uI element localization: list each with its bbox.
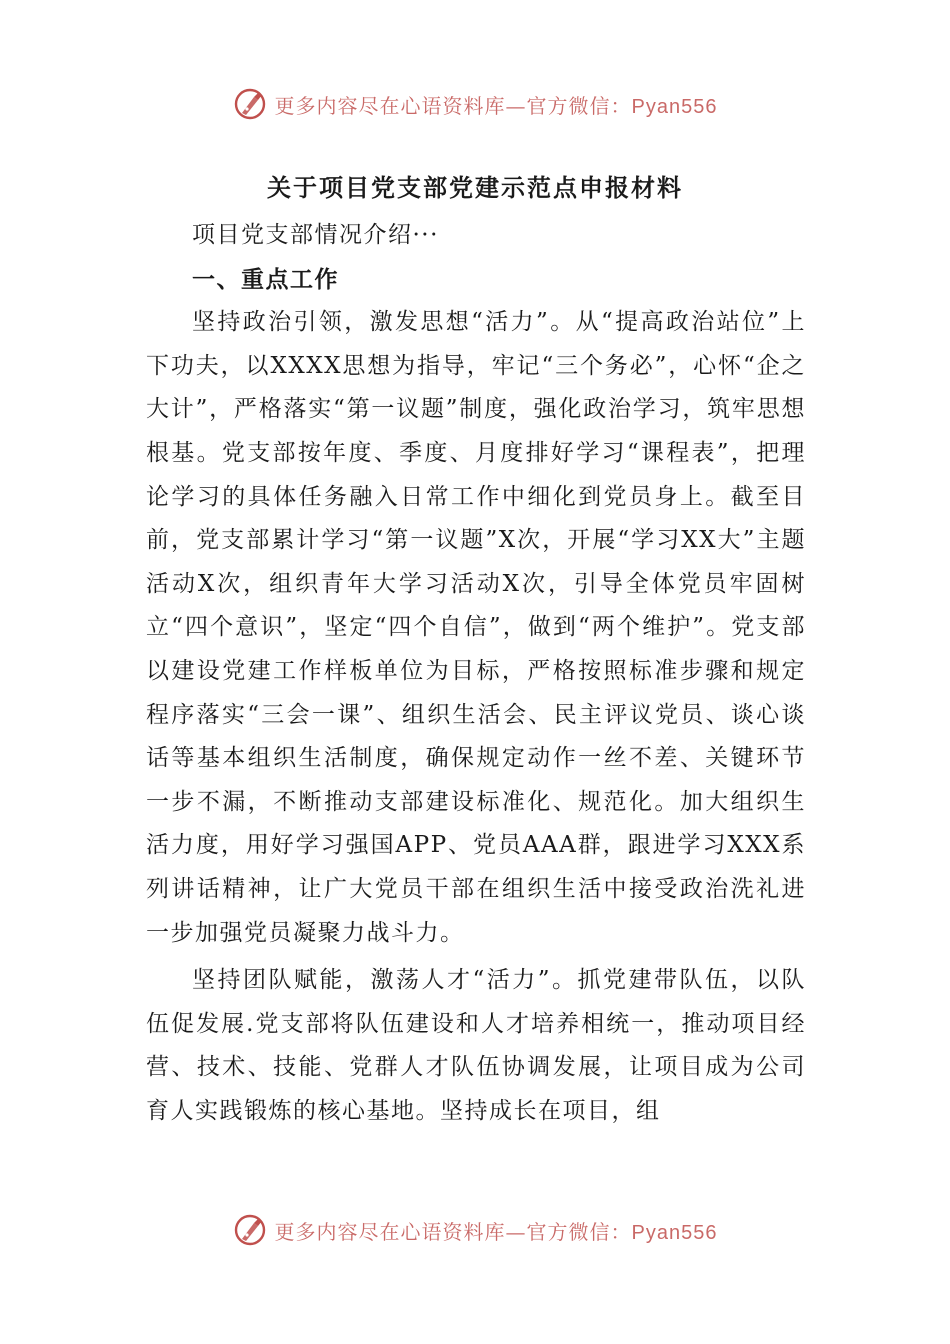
header-watermark	[0, 84, 950, 124]
wechat-id: Pyan556	[631, 1221, 718, 1244]
document-body	[146, 208, 806, 1133]
watermark-text: 更多内容尽在心语资料库—官方微信：Pyan556	[274, 93, 718, 118]
pen-nib-logo-icon	[233, 87, 267, 121]
watermark-text: 更多内容尽在心语资料库—官方微信：Pyan556	[274, 1219, 718, 1244]
body-paragraph: 坚持团队赋能，激荡人才“活力”。抓党建带队伍，以队伍促发展.党支部将队伍建设和人才培养相统一，推动项目经营、技术、技能、党群人才队伍协调发展，让项目成为公司育人实践锻炼的核心基地。坚持成长在项目，组	[146, 967, 806, 1124]
body-paragraph: 坚持政治引领，激发思想“活力”。从“提高政治站位”上下功夫，以XXXX思想为指导，牢记“三个务必”，心怀“企之大计”，严格落实“第一议题”制度，强化政治学习，筑牢思想根基。党支部按年度、季度、月度排好学习“课程表”，把理论学习的具体任务融入日常工作中细化到党员身上。截至目前，党支部累计学习“第一议题”X次，开展“学习XX大”主题活动X次，组织青年大学习活动X次，引导全体党员牢固树立“四个意识”，坚定“四个自信”，做到“两个维护”。党支部以建设党建工作样板单位为目标，严格按照标准步骤和规定程序落实“三会一课”、组织生活会、民主评议党员、谈心谈话等基本组织生活制度，确保规定动作一丝不差、关键环节一步不漏，不断推动支部建设标准化、规范化。加大组织生活力度，用好学习强国APP、党员AAA群，跟进学习XXX系列讲话精神，让广大党员干部在组织生活中接受政治洗礼进一步加强党员凝聚力战斗力。	[146, 309, 806, 946]
wechat-id: Pyan556	[631, 95, 718, 118]
intro-line: 项目党支部情况介绍···	[192, 222, 439, 248]
section-heading: 一、重点工作	[192, 265, 339, 293]
page-title: 关于项目党支部党建示范点申报材料	[267, 173, 683, 202]
footer-watermark	[0, 1210, 950, 1250]
pen-nib-logo-icon	[233, 1213, 267, 1247]
